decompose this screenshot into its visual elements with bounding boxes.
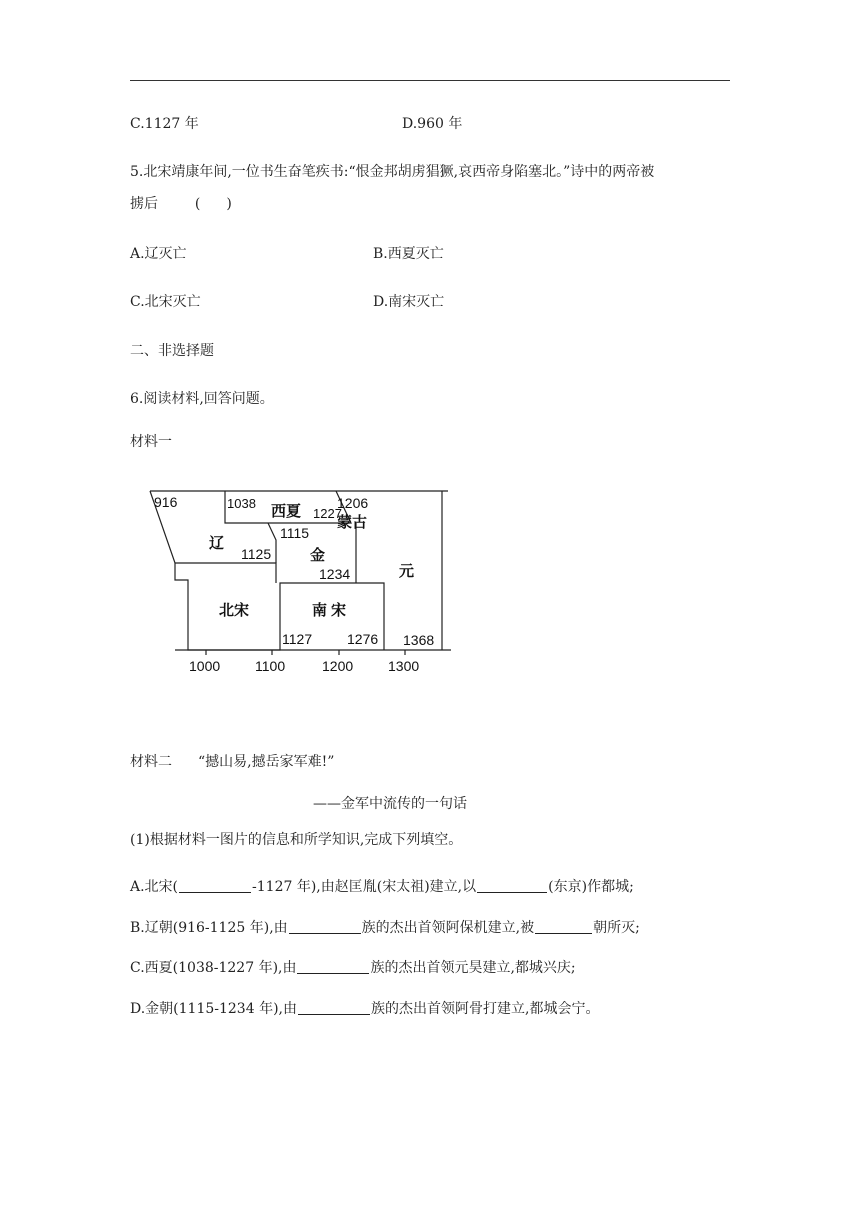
fill-line-c [130, 957, 576, 977]
blank-b2[interactable] [535, 919, 592, 934]
blank-d1[interactable] [298, 1000, 370, 1015]
q5-option-a: A.辽灭亡 [130, 246, 187, 262]
fill-b-text-2: 族的杰出首领阿保机建立,被 [361, 920, 535, 936]
fill-line-d [130, 998, 599, 1018]
mongol-label: 蒙古 [337, 514, 368, 531]
fill-d-text-1: D.金朝(1115-1234 年),由 [130, 1001, 297, 1017]
section-heading: 二、非选择题 [130, 343, 214, 359]
jin-end-year: 1234 [319, 566, 351, 582]
fill-a-text-1: A.北宋( [130, 879, 179, 895]
q5-option-c: C.北宋灭亡 [130, 294, 201, 310]
blank-b1[interactable] [289, 919, 361, 934]
yuan-label: 元 [399, 563, 415, 580]
q5-stem-line1: 5.北宋靖康年间,一位书生奋笔疾书:“恨金邦胡虏猖獗,哀西帝身陷塞北。”诗中的两帝被 [130, 164, 655, 180]
fill-a-text-2: -1127 年),由赵匡胤(宋太祖)建立,以 [252, 879, 477, 895]
blank-a2[interactable] [477, 878, 547, 893]
header-rule [130, 80, 730, 81]
fill-c-text-1: C.西夏(1038-1227 年),由 [130, 960, 297, 976]
fill-line-b [130, 917, 640, 937]
q5-option-d: D.南宋灭亡 [373, 294, 445, 310]
fill-a-text-3: (东京)作都城; [548, 879, 634, 895]
xixia-end-year: 1227 [313, 506, 342, 521]
fill-line-a [130, 876, 634, 896]
liao-start-year: 916 [154, 494, 178, 510]
fill-d-text-2: 族的杰出首领阿骨打建立,都城会宁。 [371, 1001, 600, 1017]
q6-sub1: (1)根据材料一图片的信息和所学知识,完成下列填空。 [130, 832, 463, 848]
liao-end-year: 1125 [241, 546, 272, 562]
material-2-label: 材料二 [130, 754, 172, 770]
xixia-label: 西夏 [271, 503, 302, 520]
material-2-source: ——金军中流传的一句话 [313, 796, 467, 812]
fill-b-text-1: B.辽朝(916-1125 年),由 [130, 920, 288, 936]
southern-song-end-year: 1276 [347, 631, 379, 647]
fill-b-text-3: 朝所灭; [593, 920, 640, 936]
material-2-quote: “撼山易,撼岳家军难!” [198, 754, 335, 770]
q4-option-c: C.1127 年 [130, 116, 199, 132]
fill-c-text-2: 族的杰出首领元昊建立,都城兴庆; [370, 960, 576, 976]
q5-stem-text: 掳后 [130, 196, 158, 212]
blank-c1[interactable] [297, 959, 369, 974]
axis-tick-label: 1200 [322, 658, 354, 674]
jin-label: 金 [310, 547, 326, 564]
answer-paren-left: ( [194, 196, 201, 212]
material-1-label: 材料一 [130, 434, 172, 450]
axis-tick-label: 1100 [255, 658, 286, 674]
blank-a1[interactable] [179, 878, 251, 893]
answer-paren-right: ) [226, 196, 232, 212]
q6-stem: 6.阅读材料,回答问题。 [130, 391, 274, 407]
northern-song-label: 北宋 [219, 602, 250, 619]
jin-start-year: 1115 [280, 525, 310, 541]
xixia-start-year: 1038 [227, 496, 256, 511]
axis-tick-label: 1000 [189, 658, 221, 674]
yuan-end-year: 1368 [403, 632, 435, 648]
q5-option-b: B.西夏灭亡 [373, 246, 444, 262]
southern-song-label: 南宋 [312, 602, 351, 619]
liao-label: 辽 [209, 535, 225, 552]
southern-song-start-year: 1127 [282, 631, 313, 647]
q4-option-d: D.960 年 [402, 116, 463, 132]
dynasty-timeline-figure [145, 488, 455, 684]
mongol-start-year: 1206 [337, 495, 369, 511]
material-2 [130, 751, 334, 771]
q5-stem-line2 [130, 193, 232, 213]
axis-tick-label: 1300 [388, 658, 420, 674]
